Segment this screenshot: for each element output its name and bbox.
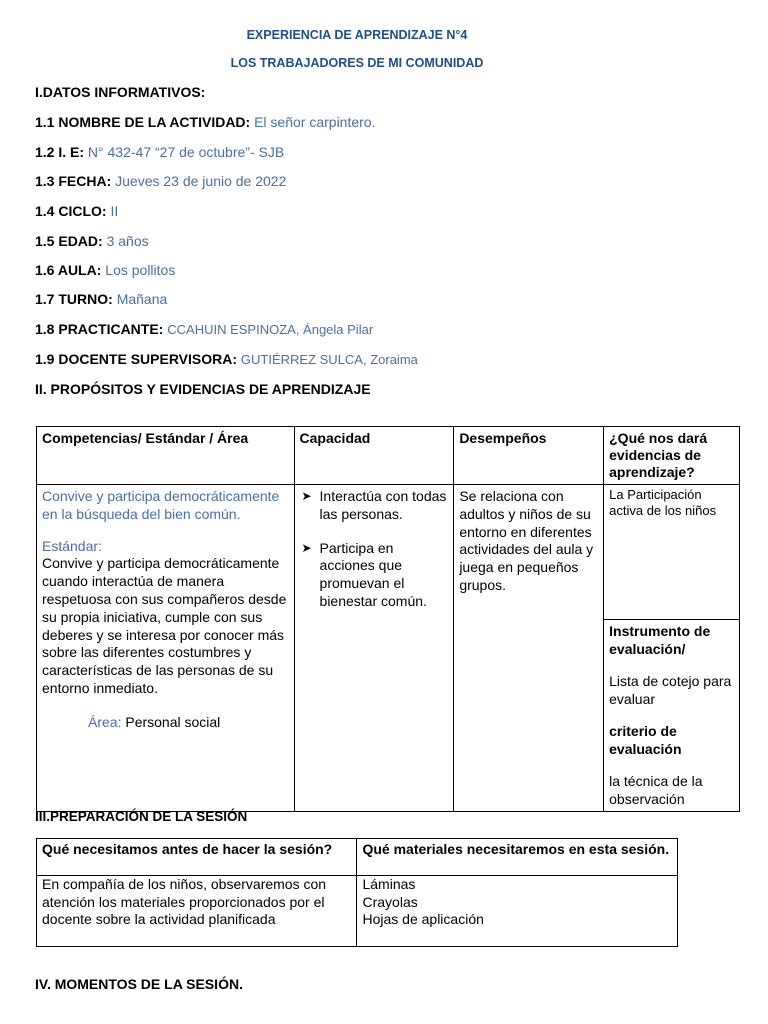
momentos-heading: IV. MOMENTOS DE LA SESIÓN. xyxy=(35,976,243,992)
area-label: Área: xyxy=(88,713,122,730)
table-row xyxy=(37,876,678,947)
info-aula xyxy=(35,262,175,278)
cell-evidencias xyxy=(604,485,740,812)
info-value: Mañana xyxy=(116,291,168,307)
capacidad-text: Participa en acciones que promuevan el bienestar común. xyxy=(319,539,427,609)
cell-competencias xyxy=(37,485,295,812)
propositos-heading: II. PROPÓSITOS Y EVIDENCIAS DE APRENDIZAJE xyxy=(35,381,371,397)
info-edad xyxy=(35,233,149,249)
info-label: 1.2 I. E: xyxy=(35,144,85,160)
info-value: II xyxy=(110,203,119,219)
info-value: El señor carpintero. xyxy=(254,114,376,130)
instrumento-text: Lista de cotejo para evaluar xyxy=(609,673,732,707)
info-turno xyxy=(35,291,167,307)
capacidad-text: Interactúa con todas las personas. xyxy=(319,488,447,522)
info-value: GUTIÉRREZ SULCA, Zoraima xyxy=(240,352,418,367)
info-value: Jueves 23 de junio de 2022 xyxy=(115,173,287,189)
info-label: 1.1 NOMBRE DE LA ACTIVIDAD: xyxy=(35,114,251,130)
document-subtitle: LOS TRABAJADORES DE MI COMUNIDAD xyxy=(230,56,484,70)
list-item xyxy=(300,488,449,524)
info-label: 1.3 FECHA: xyxy=(35,173,112,189)
datos-heading: I.DATOS INFORMATIVOS: xyxy=(35,84,206,100)
info-value: 3 años xyxy=(106,233,149,249)
header-desempenos: Desempeños xyxy=(454,427,604,485)
cell-antes: En compañía de los niños, observaremos con atención los materiales proporcionados por el docente sobre la actividad planificada xyxy=(37,876,357,947)
estandar-label: Estándar: xyxy=(42,537,102,554)
info-practicante xyxy=(35,321,373,337)
evidencia-text: La Participación activa de los niños xyxy=(604,485,739,620)
info-label: 1.5 EDAD: xyxy=(35,233,103,249)
preparacion-table xyxy=(36,838,678,947)
arrow-bullet-icon: ➤ xyxy=(301,489,312,503)
header-antes: Qué necesitamos antes de hacer la sesión? xyxy=(37,839,357,876)
material-item: Crayolas xyxy=(362,893,418,910)
area-value: Personal social xyxy=(125,713,221,730)
cell-desempenos: Se relaciona con adultos y niños de su entorno en diferentes actividades del aula y juega en pequeños grupos. xyxy=(454,485,604,812)
arrow-bullet-icon: ➤ xyxy=(301,540,312,555)
info-ciclo xyxy=(35,203,118,219)
area-line xyxy=(42,714,289,732)
competencia-text: Convive y participa democráticamente en la búsqueda del bien común. xyxy=(42,488,280,522)
propositos-table xyxy=(36,426,740,812)
info-value: Los pollitos xyxy=(105,262,176,278)
material-item: Láminas xyxy=(362,876,416,892)
table-row xyxy=(37,485,740,812)
header-competencias: Competencias/ Estándar / Área xyxy=(37,427,295,485)
header-evidencias: ¿Qué nos dará evidencias de aprendizaje? xyxy=(604,427,740,485)
info-value: CCAHUIN ESPINOZA, Ángela Pilar xyxy=(167,322,374,337)
criterio-text: la técnica de la observación xyxy=(609,773,703,807)
header-materiales: Qué materiales necesitaremos en esta sesión. xyxy=(357,839,678,876)
preparacion-heading: III.PREPARACIÓN DE LA SESIÓN xyxy=(35,809,248,824)
table-header-row xyxy=(37,427,740,485)
material-item: Hojas de aplicación xyxy=(362,911,484,927)
info-supervisora xyxy=(35,351,418,367)
document-title: EXPERIENCIA DE APRENDIZAJE N°4 xyxy=(246,28,468,42)
cell-materiales xyxy=(357,876,678,947)
info-actividad xyxy=(35,114,376,130)
header-capacidad: Capacidad xyxy=(294,427,454,485)
info-label: 1.7 TURNO: xyxy=(35,291,113,307)
instrumento-heading: Instrumento de evaluación/ xyxy=(609,623,711,657)
estandar-text: Convive y participa democráticamente cuando interactúa de manera respetuosa con sus compañeros desde su propia iniciativa, cumple con sus deberes y se interesa por conocer más sobre las diferentes costumbres y características de las personas de su entorno inmediato. xyxy=(42,555,287,696)
cell-capacidad xyxy=(294,485,454,812)
list-item xyxy=(300,540,449,611)
info-fecha xyxy=(35,173,286,189)
info-ie xyxy=(35,144,284,160)
capacidad-list xyxy=(300,488,449,611)
info-label: 1.8 PRACTICANTE: xyxy=(35,321,164,337)
info-value: N° 432-47 “27 de octubre”- SJB xyxy=(87,144,285,160)
table-header-row xyxy=(37,839,678,876)
evaluacion-block xyxy=(609,620,734,808)
criterio-heading: criterio de evaluación xyxy=(609,723,682,757)
info-label: 1.9 DOCENTE SUPERVISORA: xyxy=(35,351,238,367)
info-label: 1.4 CICLO: xyxy=(35,203,107,219)
info-label: 1.6 AULA: xyxy=(35,262,102,278)
